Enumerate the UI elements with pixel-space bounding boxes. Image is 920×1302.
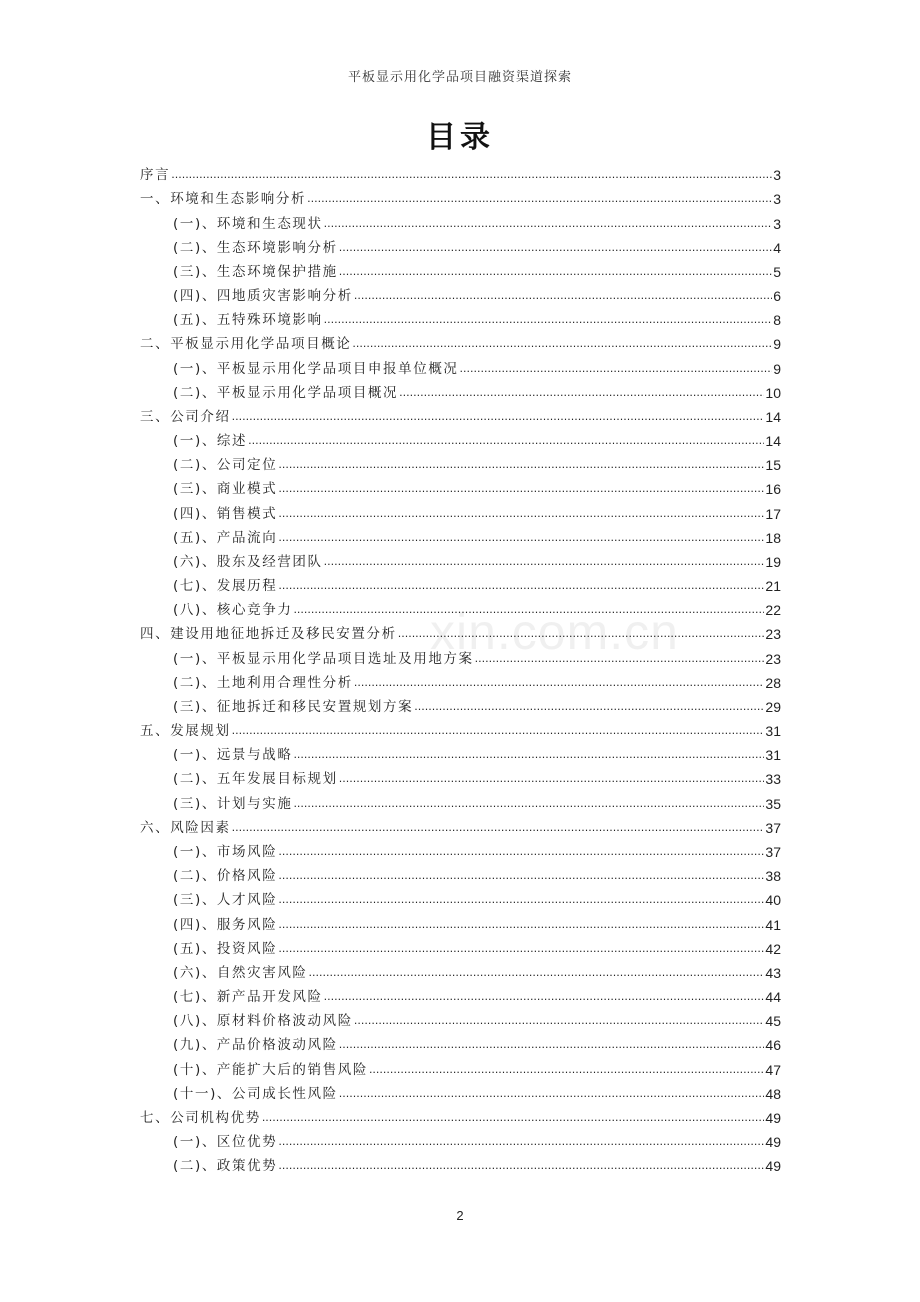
toc-entry[interactable]	[140, 305, 781, 329]
toc-entry-page: 49	[765, 1134, 781, 1151]
dot-leader	[293, 600, 764, 619]
toc-entry-page: 5	[773, 263, 781, 280]
toc-entry-page: 23	[765, 650, 781, 667]
toc-entry[interactable]	[140, 1054, 781, 1078]
toc-entry-label: (一)、远景与战略	[173, 747, 293, 764]
toc-entry-page: 38	[765, 868, 781, 885]
dot-leader	[399, 383, 764, 402]
toc-entry-label: 五、发展规划	[140, 723, 231, 740]
toc-entry-page: 19	[765, 553, 781, 570]
toc-entry-page: 41	[765, 916, 781, 933]
dot-leader	[369, 1060, 764, 1079]
dot-leader	[293, 794, 764, 813]
toc-entry-label: (四)、服务风险	[173, 916, 278, 933]
page-title: 目录	[426, 120, 494, 155]
dot-leader	[232, 407, 765, 426]
toc-entry-page: 10	[765, 384, 781, 401]
toc-entry-label: (七)、新产品开发风险	[173, 989, 323, 1006]
toc-entry[interactable]	[140, 934, 781, 958]
toc-entry[interactable]	[140, 643, 781, 667]
toc-entry-label: (三)、商业模式	[173, 481, 278, 498]
toc-entry[interactable]	[140, 1103, 781, 1127]
dot-leader	[262, 1108, 765, 1127]
toc-entry[interactable]	[140, 498, 781, 522]
toc-entry-label: (三)、人才风险	[173, 892, 278, 909]
toc-entry-label: (十一)、公司成长性风险	[173, 1085, 338, 1102]
toc-entry[interactable]	[140, 547, 781, 571]
toc-entry-page: 3	[773, 215, 781, 232]
running-header: 平板显示用化学品项目融资渠道探索	[347, 70, 572, 85]
toc-entry-label: (三)、计划与实施	[173, 795, 293, 812]
toc-entry-page: 21	[765, 578, 781, 595]
dot-leader	[293, 745, 764, 764]
toc-entry[interactable]	[140, 1079, 781, 1103]
dot-leader	[414, 697, 764, 716]
table-of-contents	[140, 160, 781, 1175]
toc-entry[interactable]	[140, 184, 781, 208]
toc-entry[interactable]	[140, 450, 781, 474]
dot-leader	[324, 552, 765, 571]
toc-entry[interactable]	[140, 982, 781, 1006]
toc-entry-label: 一、环境和生态影响分析	[140, 191, 307, 208]
dot-leader	[324, 987, 765, 1006]
toc-entry[interactable]	[140, 1151, 781, 1175]
toc-entry-page: 44	[765, 989, 781, 1006]
toc-entry-page: 49	[765, 1109, 781, 1126]
dot-leader	[339, 1084, 765, 1103]
toc-entry-page: 16	[765, 481, 781, 498]
toc-entry-page: 37	[765, 843, 781, 860]
toc-entry-page: 14	[765, 408, 781, 425]
toc-entry-label: (五)、五特殊环境影响	[173, 312, 323, 329]
toc-entry-label: (四)、四地质灾害影响分析	[173, 288, 353, 305]
toc-entry[interactable]	[140, 160, 781, 184]
dot-leader	[475, 649, 765, 668]
toc-entry-label: (二)、政策优势	[173, 1158, 278, 1175]
toc-entry-label: (四)、销售模式	[173, 505, 278, 522]
toc-entry-label: (五)、投资风险	[173, 940, 278, 957]
toc-entry-page: 37	[765, 819, 781, 836]
toc-entry[interactable]	[140, 668, 781, 692]
toc-entry-label: 三、公司介绍	[140, 408, 231, 425]
dot-leader	[339, 1035, 765, 1054]
toc-entry-label: (七)、发展历程	[173, 578, 278, 595]
toc-entry[interactable]	[140, 909, 781, 933]
dot-leader	[278, 890, 764, 909]
toc-entry[interactable]	[140, 958, 781, 982]
toc-entry[interactable]	[140, 329, 781, 353]
dot-leader	[309, 963, 765, 982]
toc-entry-label: (六)、自然灾害风险	[173, 964, 308, 981]
toc-entry-label: (三)、生态环境保护措施	[173, 263, 338, 280]
toc-entry[interactable]	[140, 378, 781, 402]
toc-entry[interactable]	[140, 257, 781, 281]
dot-leader	[278, 939, 764, 958]
toc-entry-label: 七、公司机构优势	[140, 1109, 261, 1126]
toc-entry-page: 18	[765, 529, 781, 546]
toc-entry-page: 28	[765, 674, 781, 691]
toc-entry-label: (十)、产能扩大后的销售风险	[173, 1061, 368, 1078]
toc-entry-page: 33	[765, 771, 781, 788]
dot-leader	[278, 455, 764, 474]
toc-entry-page: 42	[765, 940, 781, 957]
toc-entry-label: (一)、平板显示用化学品项目选址及用地方案	[173, 650, 474, 667]
toc-entry[interactable]	[140, 208, 781, 232]
toc-entry-page: 45	[765, 1013, 781, 1030]
toc-entry[interactable]	[140, 813, 781, 837]
toc-entry[interactable]	[140, 740, 781, 764]
toc-entry-page: 40	[765, 892, 781, 909]
dot-leader	[278, 528, 764, 547]
dot-leader	[352, 334, 772, 353]
dot-leader	[232, 818, 765, 837]
toc-entry-page: 9	[773, 360, 781, 377]
toc-entry-label: (二)、五年发展目标规划	[173, 771, 338, 788]
toc-entry-label: (八)、核心竞争力	[173, 602, 293, 619]
toc-entry[interactable]	[140, 861, 781, 885]
toc-entry-label: (八)、原材料价格波动风险	[173, 1013, 353, 1030]
dot-leader	[354, 673, 765, 692]
dot-leader	[248, 431, 764, 450]
toc-entry-label: 六、风险因素	[140, 819, 231, 836]
toc-entry-label: (二)、价格风险	[173, 868, 278, 885]
toc-entry-label: (二)、土地利用合理性分析	[173, 674, 353, 691]
dot-leader	[278, 576, 764, 595]
dot-leader	[278, 479, 764, 498]
toc-entry[interactable]	[140, 233, 781, 257]
toc-entry[interactable]	[140, 885, 781, 909]
toc-entry-page: 48	[765, 1085, 781, 1102]
dot-leader	[278, 915, 764, 934]
dot-leader	[354, 1011, 765, 1030]
toc-entry[interactable]	[140, 788, 781, 812]
toc-entry[interactable]	[140, 426, 781, 450]
toc-entry-page: 23	[765, 626, 781, 643]
toc-entry-page: 9	[773, 336, 781, 353]
toc-entry-page: 15	[765, 457, 781, 474]
toc-entry[interactable]	[140, 692, 781, 716]
dot-leader	[278, 866, 764, 885]
toc-entry-page: 29	[765, 698, 781, 715]
toc-entry[interactable]	[140, 571, 781, 595]
toc-entry-label: (一)、综述	[173, 433, 248, 450]
dot-leader	[339, 769, 765, 788]
dot-leader	[460, 359, 773, 378]
toc-entry-page: 46	[765, 1037, 781, 1054]
toc-entry-page: 49	[765, 1158, 781, 1175]
toc-entry[interactable]	[140, 837, 781, 861]
toc-entry-label: (二)、生态环境影响分析	[173, 239, 338, 256]
dot-leader	[339, 238, 772, 257]
dot-leader	[398, 624, 765, 643]
toc-entry[interactable]	[140, 523, 781, 547]
dot-leader	[324, 214, 773, 233]
toc-entry-page: 3	[773, 191, 781, 208]
toc-entry[interactable]	[140, 1030, 781, 1054]
toc-entry[interactable]	[140, 474, 781, 498]
toc-entry-label: (九)、产品价格波动风险	[173, 1037, 338, 1054]
toc-entry-page: 47	[765, 1061, 781, 1078]
toc-entry-label: (一)、环境和生态现状	[173, 215, 323, 232]
toc-entry-label: (三)、征地拆迁和移民安置规划方案	[173, 698, 414, 715]
toc-entry-page: 8	[773, 312, 781, 329]
toc-entry-page: 3	[773, 167, 781, 184]
toc-entry[interactable]	[140, 716, 781, 740]
toc-entry-label: (五)、产品流向	[173, 529, 278, 546]
toc-entry-label: (一)、市场风险	[173, 843, 278, 860]
toc-entry[interactable]	[140, 1006, 781, 1030]
toc-entry-label: 序言	[140, 167, 171, 184]
toc-entry-label: (一)、平板显示用化学品项目申报单位概况	[173, 360, 459, 377]
dot-leader	[278, 1132, 764, 1151]
toc-entry-label: (二)、公司定位	[173, 457, 278, 474]
toc-entry-page: 4	[773, 239, 781, 256]
dot-leader	[339, 262, 772, 281]
dot-leader	[171, 165, 772, 184]
toc-entry-label: 四、建设用地征地拆迁及移民安置分析	[140, 626, 397, 643]
toc-entry-page: 31	[765, 723, 781, 740]
watermark: xin.com.cn	[430, 604, 679, 660]
toc-entry[interactable]	[140, 402, 781, 426]
toc-entry[interactable]	[140, 764, 781, 788]
dot-leader	[278, 504, 764, 523]
toc-entry[interactable]	[140, 1127, 781, 1151]
toc-entry[interactable]	[140, 353, 781, 377]
toc-entry-label: (六)、股东及经营团队	[173, 553, 323, 570]
toc-entry-page: 31	[765, 747, 781, 764]
toc-entry-label: (一)、区位优势	[173, 1134, 278, 1151]
dot-leader	[278, 1156, 764, 1175]
page-number: 2	[456, 1208, 464, 1223]
dot-leader	[354, 286, 772, 305]
toc-entry[interactable]	[140, 281, 781, 305]
toc-entry-page: 14	[765, 433, 781, 450]
toc-entry[interactable]	[140, 619, 781, 643]
toc-entry-page: 6	[773, 288, 781, 305]
toc-entry-label: 二、平板显示用化学品项目概论	[140, 336, 352, 353]
toc-entry-page: 35	[765, 795, 781, 812]
toc-entry-label: (二)、平板显示用化学品项目概况	[173, 384, 399, 401]
toc-entry[interactable]	[140, 595, 781, 619]
toc-entry-page: 17	[765, 505, 781, 522]
dot-leader	[232, 721, 765, 740]
dot-leader	[324, 310, 773, 329]
dot-leader	[307, 189, 772, 208]
toc-entry-page: 22	[765, 602, 781, 619]
toc-entry-page: 43	[765, 964, 781, 981]
dot-leader	[278, 842, 764, 861]
